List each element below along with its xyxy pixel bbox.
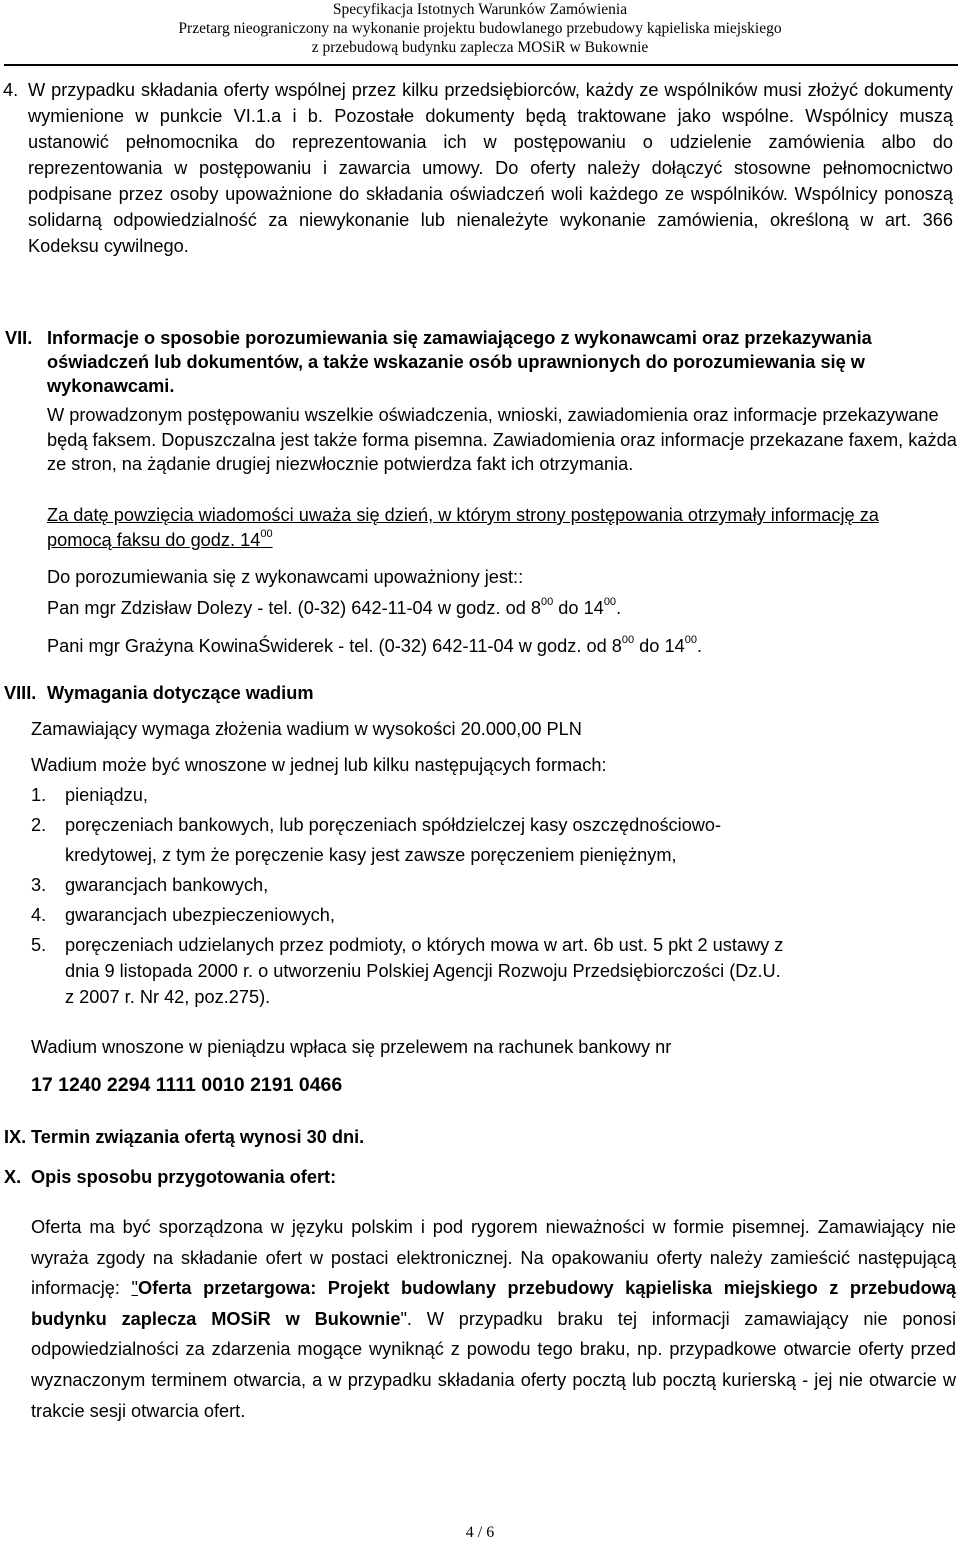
section7-person-2: Pani mgr Grażyna KowinaŚwiderek - tel. (0-32) 642-11-04 w godz. od $8^{00}$ do $14^{00}$. (47, 634, 703, 656)
section9-number: IX. (4, 1127, 27, 1147)
section7-fax-deadline: Za datę powzięcia wiadomości uważa się dzień, w którym strony postępowania otrzymały informację za pomocą faksu do godz. $14^{00}$ (47, 505, 879, 550)
section8-forms-intro: Wadium może być wnoszone w jednej lub kilku następujących formach: (31, 755, 607, 775)
list-item-continuation: kredytowej, z tym że poręczenie kasy jest zawsze poręczeniem pieniężnym, (65, 845, 677, 865)
header-divider (4, 64, 958, 66)
list-item-number: 3. (31, 875, 47, 895)
list-item-number: 4. (31, 905, 47, 925)
header-subtitle-2: z przebudową budynku zaplecza MOSiR w Bukownie (311, 39, 649, 56)
para4-number: 4. (3, 80, 19, 100)
list-item: gwarancjach bankowych, (65, 875, 269, 895)
section8-account-number: 17 1240 2294 1111 0010 2191 0466 (31, 1074, 343, 1096)
section7-authorized-intro: Do porozumiewania się z wykonawcami upoważniony jest:: (47, 567, 524, 587)
section7-heading: Informacje o sposobie porozumiewania się zamawiającego z wykonawcami oraz przekazywania oświadczeń lub dokumentów, a także wskazanie osób uprawnionych do porozumiewania się w wykonawcami. (47, 328, 872, 396)
section10-number: X. (4, 1167, 22, 1187)
section7-text: W prowadzonym postępowaniu wszelkie oświadczenia, wnioski, zawiadomienia oraz informacje przekazywane będą faksem. Dopuszczalna jest także forma pisemna. Zawiadomienia oraz informacje przekazane faxem, każda ze stron, na żądanie drugiej niezwłocznie potwierdza fakt ich otrzymania. (47, 405, 957, 474)
list-item-number: 1. (31, 785, 47, 805)
list-item-number: 2. (31, 815, 47, 835)
header-title: Specyfikacja Istotnych Warunków Zamówienia (332, 1, 628, 18)
list-item-continuation: dnia 9 listopada 2000 r. o utworzeniu Polskiej Agencji Rozwoju Przedsiębiorczości (Dz.U. (65, 961, 781, 981)
list-item-number: 5. (31, 935, 47, 955)
list-item-continuation: z 2007 r. Nr 42, poz.275). (65, 987, 271, 1007)
section8-heading: Wymagania dotyczące wadium (47, 683, 314, 703)
page-header (0, 0, 960, 57)
page-number: 4 / 6 (465, 1524, 495, 1541)
section9-heading: Termin związania ofertą wynosi 30 dni. (31, 1127, 365, 1147)
para4-text: W przypadku składania oferty wspólnej przez kilku przedsiębiorców, każdy ze wspólników musi złożyć dokumenty wymienione w punkcie VI.1.a i b. Pozostałe dokumenty będą traktowane jako wspólne. Wspólnicy muszą ustanowić pełnomocnika do reprezentowania ich w postępowaniu o udzielenie zamówienia albo do reprezentowania w postępowaniu i zawarcia umowy. Do oferty należy dołączyć stosowne pełnomocnictwo podpisane przez osoby upoważnione do składania oświadczeń woli każdego ze wspólników. Wspólnicy ponoszą solidarną odpowiedzialność za niewykonanie lub nienależyte wykonanie zamówienia, określoną w art. 366 Kodeksu cywilnego. (28, 80, 953, 256)
section7-person-1: Pan mgr Zdzisław Dolezy - tel. (0-32) 642-11-04 w godz. od $8^{00}$ do $14^{00}$. (47, 596, 622, 618)
section10-heading: Opis sposobu przygotowania ofert: (31, 1167, 337, 1187)
list-item: gwarancjach ubezpieczeniowych, (65, 905, 335, 925)
section8-transfer-text: Wadium wnoszone w pieniądzu wpłaca się przelewem na rachunek bankowy nr (31, 1037, 672, 1057)
list-item: pieniądzu, (65, 785, 148, 805)
section8-amount: Zamawiający wymaga złożenia wadium w wysokości 20.000,00 PLN (31, 719, 582, 739)
section7-number: VII. (5, 328, 33, 348)
header-subtitle: Przetarg nieograniczony na wykonanie projektu budowlanego przebudowy kąpieliska miejskiego (178, 20, 782, 37)
list-item: poręczeniach bankowych, lub poręczeniach spółdzielczej kasy oszczędnościowo- (65, 815, 722, 835)
list-item: poręczeniach udzielanych przez podmioty, o których mowa w art. 6b ust. 5 pkt 2 ustawy z (65, 935, 784, 955)
section8-number: VIII. (4, 683, 37, 703)
section10-text: Oferta ma być sporządzona w języku polskim i pod rygorem nieważności w formie pisemnej. Zamawiający nie wyraża zgody na składanie ofert w postaci elektronicznej. Na opakowaniu oferty należy zamieścić następującą informację: "Oferta przetargowa: Projekt budowlany przebudowy kąpieliska miejskiego z przebudową budynku zaplecza MOSiR w Bukownie". W przypadku braku tej informacji zamawiający nie ponosi odpowiedzialności za zdarzenia mogące wyniknąć z powodu tego braku, np. przypadkowe otwarcie oferty przed wyznaczonym terminem otwarcia, a w przypadku składania oferty pocztą lub pocztą kurierską - jej nie otwarcie w trakcie sesji otwarcia ofert. (31, 1217, 956, 1421)
